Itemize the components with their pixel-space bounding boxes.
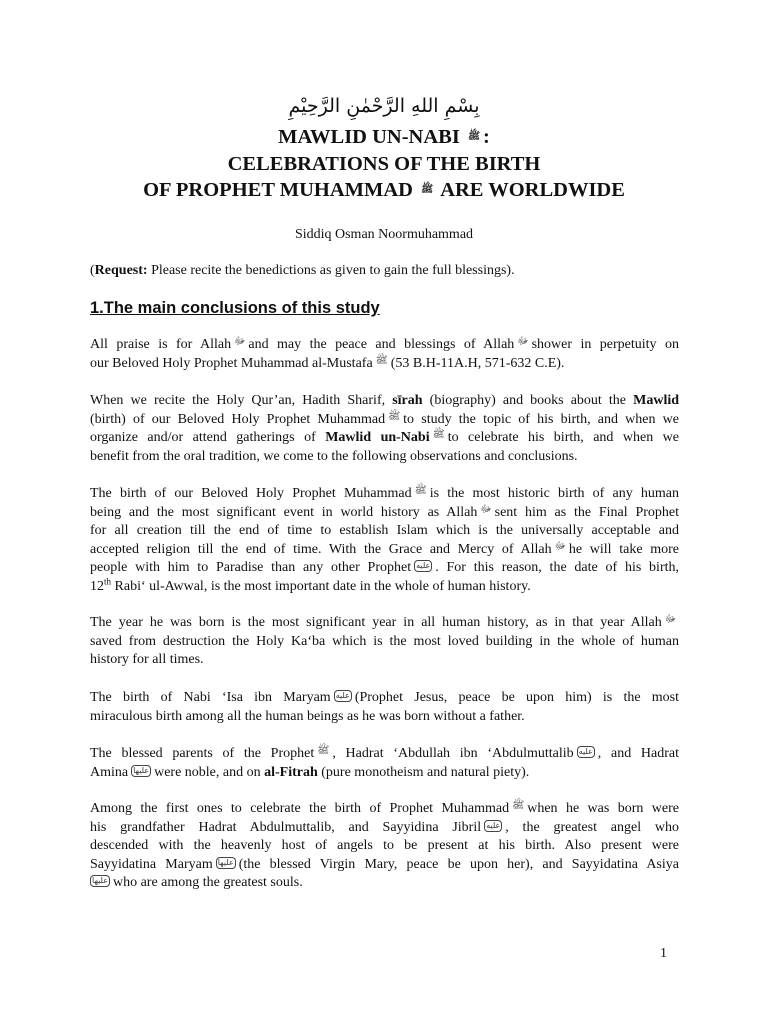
text-line [90,559,679,578]
title-line-1-colon: : [483,126,490,148]
text-run: sent him as the Final Prophet [494,504,679,520]
text-run: Amina [90,764,129,780]
text-line [90,355,679,374]
text-run: The birth of our Beloved Holy Prophet Muhammad [90,486,412,501]
text-line [90,764,679,783]
text-run: (biography) and books about the [429,393,627,408]
salawat-icon: ﷺ [421,184,434,195]
subhanahu-icon: ﷻ [664,614,676,625]
salawat-icon: ﷺ [414,485,427,496]
text-line: saved from destruction the Holy Ka‘ba which is the most loved building in the whole of human [90,633,679,649]
text-run: The blessed parents of the Prophet [90,746,315,761]
text-line: descended with the heavenly host of angels to be present at his birth. Also present were [90,838,679,854]
text-run: people with him to Paradise than any other Prophet [90,560,412,576]
text-run: being and the most significant event in world history as Allah [90,504,478,520]
text-run: , the greatest angel who [505,819,680,835]
text-line [90,874,679,893]
text-line [90,745,679,764]
text-run: (Prophet Jesus, peace be upon him) is the most [354,690,679,705]
salawat-icon: ﷺ [317,745,330,756]
text-line [90,578,679,597]
salawat-icon: ﷺ [432,429,445,441]
text-line [90,392,679,411]
paragraph-birth-significance [90,485,679,597]
request-label: Request: [94,263,148,278]
bold-term: al-Fitrah [264,764,318,780]
text-run: to celebrate his birth, and when we [447,430,679,446]
text-run: organize and/or attend gatherings of [90,430,316,446]
text-run: our Beloved Holy Prophet Muhammad al-Mustafa [90,355,373,371]
text-run: The birth of Nabi ‘Isa ibn Maryam [90,690,331,705]
text-line [90,411,679,430]
bismillah-calligraphy: بِسْمِ اللهِ الرَّحْمٰنِ الرَّحِيْمِ [288,95,480,117]
text-line [90,504,679,523]
bold-term: sīrah [392,393,423,408]
alayha-salam-icon: عليها [133,765,150,775]
section-heading: 1.The main conclusions of this study [90,299,380,317]
paragraph-year-of-birth [90,614,679,670]
text-run: When we recite the Holy Qur’an, Hadith Sharif, [90,393,386,408]
request-note [90,262,515,280]
text-run: his grandfather Hadrat Abdulmuttalib, and Sayyidina Jibril [90,819,482,835]
text-run: is the most historic birth of any human [429,486,679,501]
subhanahu-icon: ﷻ [517,336,529,347]
text-run: . For this reason, the date of his birth, [435,560,679,576]
text-run: when he was born were [527,801,679,816]
bold-term: Mawlid un-Nabi [325,430,430,446]
text-run: who are among the greatest souls. [112,875,303,891]
text-run: (53 B.H-11A.H, 571-632 C.E). [390,355,565,371]
text-run: and may the peace and blessings of Allah [248,337,515,352]
text-run: , and Hadrat [597,746,679,761]
text-run: Rabi‘ ul-Awwal, is the most important date in the whole of human history. [111,578,531,594]
text-line [90,856,679,875]
text-run: Sayyidatina Maryam [90,856,213,872]
text-run: The year he was born is the most significant year in all human history, as in that year Allah [90,615,662,630]
text-line [90,689,679,708]
text-run: , Hadrat ‘Abdullah ibn ‘Abdulmuttalib [332,746,574,761]
salawat-icon: ﷺ [467,131,481,142]
text-line: history for all times. [90,652,204,668]
request-paren: ( [90,263,95,278]
text-line [90,614,679,633]
salawat-icon: ﷺ [512,800,525,811]
salawat-icon: ﷺ [388,410,401,422]
author-name: Siddiq Osman Noormuhammad [294,227,474,242]
alayha-salam-icon: عليها [92,876,108,886]
paragraph-blessed-parents [90,745,679,782]
alayhi-salam-icon: عليه [416,561,431,571]
title-line-3-text: OF PROPHET MUHAMMAD [143,179,413,201]
subhanahu-icon: ﷻ [480,503,492,515]
text-run: accepted religion till the end of time. With the Grace and Mercy of Allah [90,541,552,557]
document-title [40,124,728,204]
text-line: for all creation till the end of time to establish Islam which is the universally acceptable and [90,523,679,539]
text-run: (pure monotheism and natural piety). [321,764,530,780]
text-line: benefit from the oral tradition, we come to the following observations and conclusions. [90,448,578,464]
request-text: Please recite the benedictions as given to gain the full blessings). [147,263,515,278]
text-run: he will take more [568,541,679,557]
text-run: (the blessed Virgin Mary, peace be upon her), and Sayyidatina Asiya [238,856,679,872]
text-run: (birth) of our Beloved Holy Prophet Muhammad [90,411,386,427]
text-line [90,800,679,819]
title-line-1-text: MAWLID UN-NABI [278,126,460,148]
subhanahu-icon: ﷻ [554,540,566,552]
paragraph-praise [90,336,679,373]
text-line [90,819,679,838]
alayha-salam-icon: عليها [217,857,234,867]
alayhi-salam-icon: عليه [578,747,593,756]
title-line-1 [40,124,728,151]
page-number: 1 [660,946,667,961]
bold-term: Mawlid [633,393,680,408]
superscript: th [104,576,112,587]
text-run: were noble, and on [154,764,261,780]
alayhi-salam-icon: عليه [335,691,350,700]
title-line-2: CELEBRATIONS OF THE BIRTH [227,152,541,175]
text-run: 12 [90,578,104,594]
salawat-icon: ﷺ [375,354,388,366]
alayhi-salam-icon: عليه [486,820,501,830]
text-run: to study the topic of his birth, and when we [403,411,679,427]
text-run: All praise is for Allah [90,337,232,352]
text-run: Among the first ones to celebrate the birth of Prophet Muhammad [90,801,510,816]
paragraph-first-celebrants [90,800,679,893]
title-line-3-suffix: ARE WORLDWIDE [440,179,625,201]
subhanahu-icon: ﷻ [234,336,246,347]
text-line [90,541,679,560]
text-line [90,336,679,355]
text-line: miraculous birth among all the human beings as he was born without a father. [90,708,525,724]
title-line-3 [40,177,728,204]
text-line [90,429,679,448]
paragraph-isa-birth [90,689,679,726]
paragraph-recitation [90,392,679,466]
text-run: shower in perpetuity on [531,337,679,352]
text-line [90,485,679,504]
